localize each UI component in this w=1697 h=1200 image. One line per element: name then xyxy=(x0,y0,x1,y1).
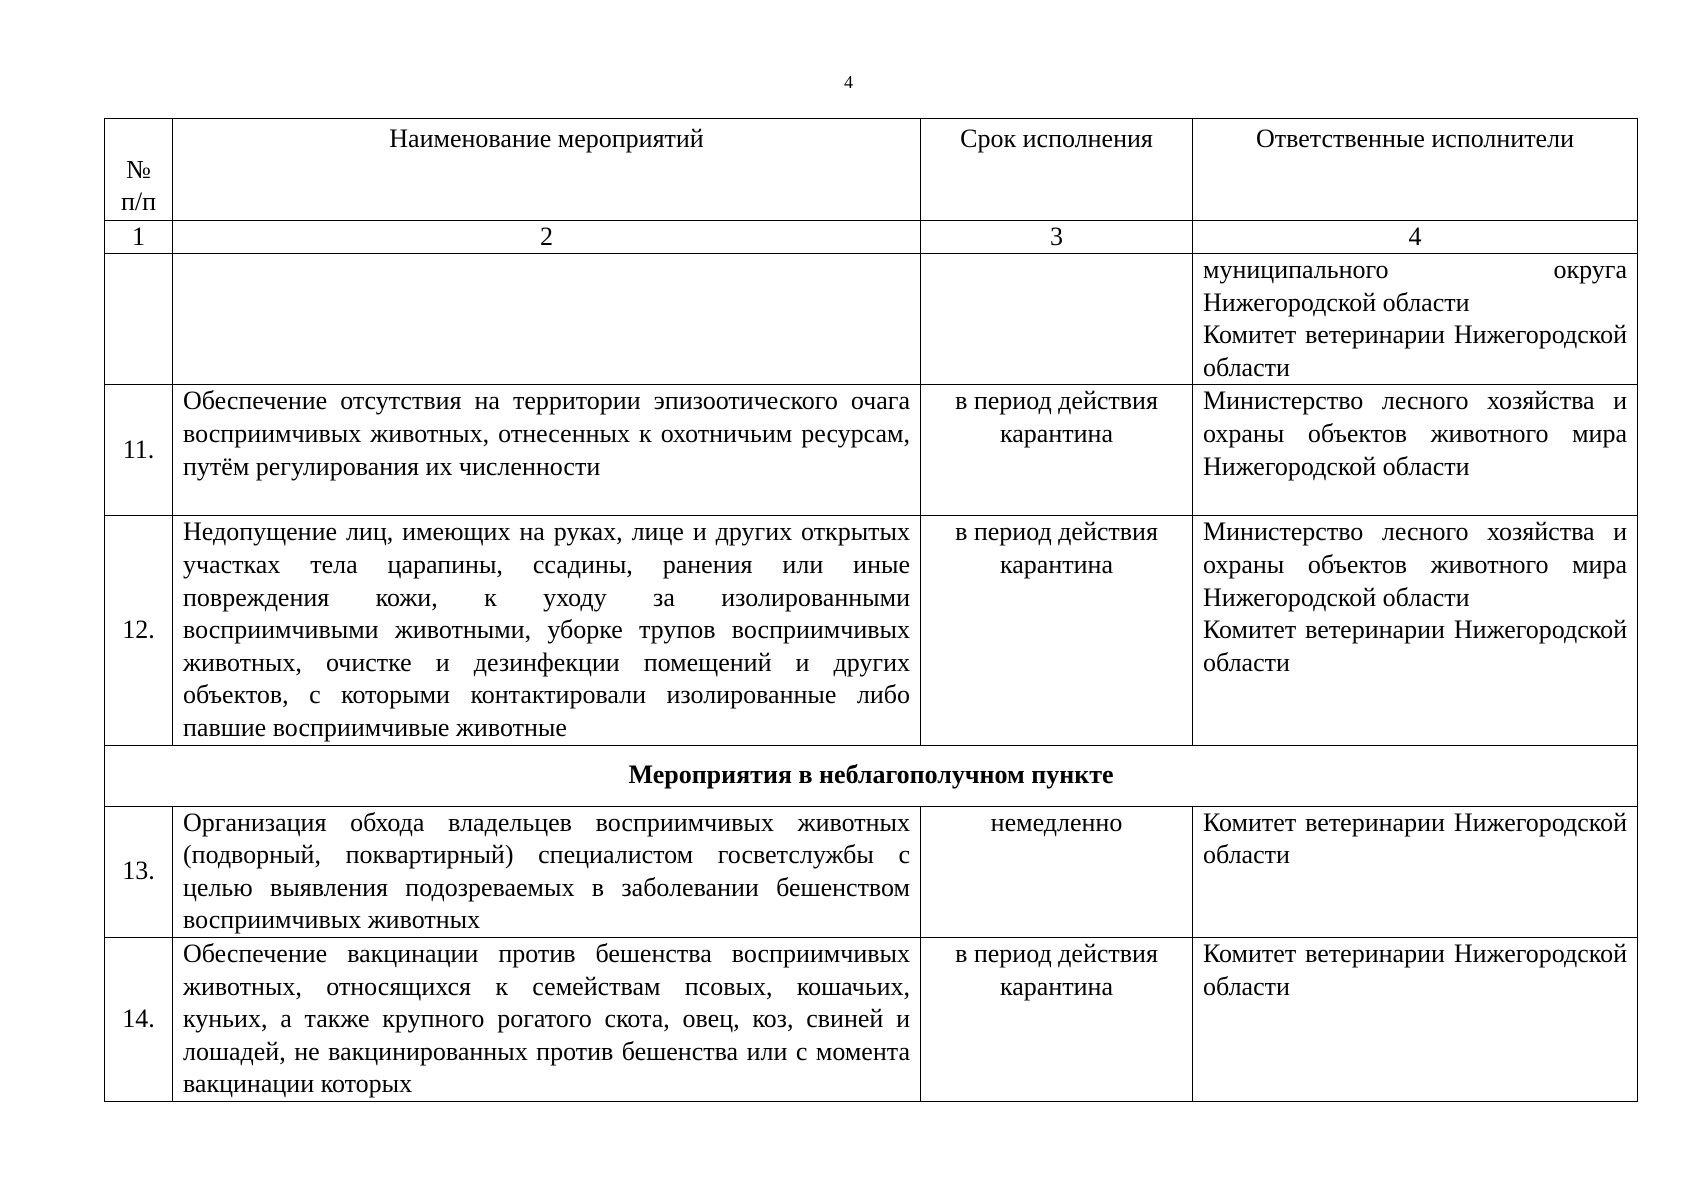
measure-term: немедленно xyxy=(921,806,1193,937)
row-number: 13. xyxy=(105,806,173,937)
column-number: 3 xyxy=(921,221,1193,254)
responsible-entry: Комитет ветеринарии Нижегородской области xyxy=(1203,938,1627,1001)
row-number: 12. xyxy=(105,516,173,745)
measure-description: Организация обхода владельцев восприимчивых животных (подворный, поквартирный) специалистом госветслужбы с целью выявления подозреваемых в заболевании бешенством восприимчивых животных xyxy=(173,806,921,937)
row-number-cell xyxy=(105,254,173,385)
responsible-cell xyxy=(1193,516,1638,745)
responsible-cell xyxy=(1193,806,1638,937)
header-responsible: Ответственные исполнители xyxy=(1193,119,1638,221)
responsible-entry: Комитет ветеринарии Нижегородской области xyxy=(1203,615,1627,677)
measure-term: в период действия карантина xyxy=(921,516,1193,745)
responsible-entry: Комитет ветеринарии Нижегородской области xyxy=(1203,320,1627,382)
row-number: 14. xyxy=(105,937,173,1101)
responsible-cell xyxy=(1193,385,1638,516)
page-number: 4 xyxy=(844,72,853,92)
table-header-row xyxy=(105,119,1638,221)
description-cell xyxy=(173,254,921,385)
header-term: Срок исполнения xyxy=(921,119,1193,221)
column-number: 4 xyxy=(1193,221,1638,254)
section-heading-row xyxy=(105,745,1638,806)
measure-term: в период действия карантина xyxy=(921,385,1193,516)
responsible-cell xyxy=(1193,937,1638,1101)
measure-description: Недопущение лиц, имеющих на руках, лице и других открытых участках тела царапины, ссадины, ранения или иные повреждения кожи, к уходу за изолированными восприимчивыми животными, уборке трупов восприимчивых животных, очистке и дезинфекции помещений и других объектов, с которыми контактировали изолированные либо павшие восприимчивые животные xyxy=(173,516,921,745)
column-number: 2 xyxy=(173,221,921,254)
measures-table xyxy=(104,118,1638,1102)
measure-description: Обеспечение вакцинации против бешенства восприимчивых животных, относящихся к семействам псовых, кошачьих, куньих, а также крупного рогатого скота, овец, коз, свиней и лошадей, не вакцинированных против бешенства или с момента вакцинации которых xyxy=(173,937,921,1101)
header-number-symbol: № xyxy=(126,155,151,184)
measure-term: в период действия карантина xyxy=(921,937,1193,1101)
table-row xyxy=(105,806,1638,937)
column-numbers-row xyxy=(105,221,1638,254)
section-title: Мероприятия в неблагополучном пункте xyxy=(105,745,1638,806)
table-row xyxy=(105,385,1638,516)
header-name: Наименование мероприятий xyxy=(173,119,921,221)
measure-description: Обеспечение отсутствия на территории эпизоотического очага восприимчивых животных, отнесенных к охотничьим ресурсам, путём регулирования их численности xyxy=(173,385,921,516)
row-number: 11. xyxy=(105,385,173,516)
header-number-abbrev: п/п xyxy=(120,187,157,216)
header-number xyxy=(105,119,173,221)
table-row xyxy=(105,937,1638,1101)
responsible-entry: Комитет ветеринарии Нижегородской области xyxy=(1203,807,1627,870)
table-row xyxy=(105,516,1638,745)
responsible-entry: Министерство лесного хозяйства и охраны объектов животного мира Нижегородской области xyxy=(1203,386,1627,481)
continuation-row xyxy=(105,254,1638,385)
responsible-entry: Министерство лесного хозяйства и охраны объектов животного мира Нижегородской области xyxy=(1203,517,1627,612)
term-cell xyxy=(921,254,1193,385)
responsible-cell xyxy=(1193,254,1638,385)
column-number: 1 xyxy=(105,221,173,254)
responsible-entry: муниципального округа Нижегородской области xyxy=(1203,255,1627,317)
